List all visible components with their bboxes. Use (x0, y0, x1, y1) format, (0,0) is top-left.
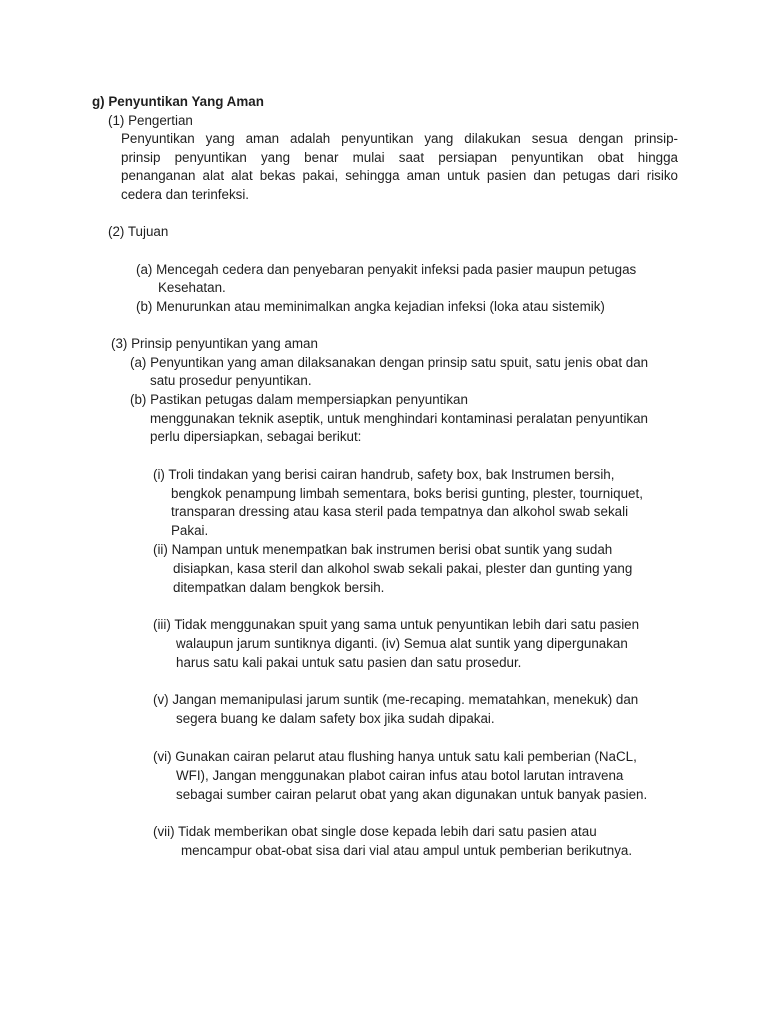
list-item-b: (b) Pastikan petugas dalam mempersiapkan penyuntikan (130, 392, 468, 407)
list-item-a-cont: Kesehatan. (158, 280, 226, 295)
list-item-ii-cont: ditempatkan dalam bengkok bersih. (173, 580, 385, 595)
subsection-label-pengertian: (1) Pengertian (108, 113, 193, 128)
paragraph-line: penanganan alat alat bekas pakai, sehingga aman untuk pasien dan petugas dari risiko (121, 168, 678, 183)
list-item-vii: (vii) Tidak memberikan obat single dose kepada lebih dari satu pasien atau (153, 824, 597, 839)
list-item-i-cont: Pakai. (171, 523, 209, 538)
list-item-iii: (iii) Tidak menggunakan spuit yang sama untuk penyuntikan lebih dari satu pasien (153, 617, 640, 632)
list-item-v-cont: segera buang ke dalam safety box jika sudah dipakai. (176, 711, 495, 726)
list-item-a: (a) Mencegah cedera dan penyebaran penyakit infeksi pada pasier maupun petugas (136, 262, 637, 277)
list-item-a-cont: satu prosedur penyuntikan. (150, 373, 312, 388)
list-item-i: (i) Troli tindakan yang berisi cairan handrub, safety box, bak Instrumen bersih, (153, 467, 615, 482)
list-item-i-cont: bengkok penampung limbah sementara, boks berisi gunting, plester, tourniquet, (171, 486, 643, 501)
subsection-label-tujuan: (2) Tujuan (108, 224, 169, 239)
paragraph-line: cedera dan terinfeksi. (121, 187, 250, 202)
list-item-b-cont: menggunakan teknik aseptik, untuk menghindari kontaminasi peralatan penyuntikan (150, 411, 649, 426)
list-item-ii-cont: disiapkan, kasa steril dan alkohol swab sekali pakai, plester dan gunting yang (173, 561, 633, 576)
list-item-b: (b) Menurunkan atau meminimalkan angka kejadian infeksi (loka atau sistemik) (136, 299, 605, 314)
paragraph-line: Penyuntikan yang aman adalah penyuntikan yang dilakukan sesua dengan prinsip- (121, 131, 678, 146)
subsection-label-prinsip: (3) Prinsip penyuntikan yang aman (111, 336, 318, 351)
list-item-ii: (ii) Nampan untuk menempatkan bak instrumen berisi obat suntik yang sudah (153, 542, 613, 557)
list-item-a: (a) Penyuntikan yang aman dilaksanakan dengan prinsip satu spuit, satu jenis obat dan (130, 355, 649, 370)
list-item-vii-cont: mencampur obat-obat sisa dari vial atau ampul untuk pemberian berikutnya. (181, 843, 633, 858)
list-item-vi-cont: sebagai sumber cairan pelarut obat yang akan digunakan untuk banyak pasien. (176, 787, 648, 802)
section-heading: g) Penyuntikan Yang Aman (92, 94, 264, 109)
list-item-v: (v) Jangan memanipulasi jarum suntik (me-recaping. mematahkan, menekuk) dan (153, 692, 639, 707)
list-item-b-cont: perlu dipersiapkan, sebagai berikut: (150, 429, 362, 444)
list-item-i-cont: transparan dressing atau kasa steril pada tempatnya dan alkohol swab sekali (171, 504, 629, 519)
list-item-vi-cont: WFI), Jangan menggunakan plabot cairan infus atau botol larutan intravena (176, 768, 624, 783)
list-item-iii-cont: harus satu kali pakai untuk satu pasien dan satu prosedur. (176, 655, 522, 670)
list-item-vi: (vi) Gunakan cairan pelarut atau flushing hanya untuk satu kali pemberian (NaCL, (153, 749, 637, 764)
list-item-iii-cont: walaupun jarum suntiknya diganti. (iv) Semua alat suntik yang dipergunakan (176, 636, 628, 651)
paragraph-line: prinsip penyuntikan yang benar mulai saat persiapan penyuntikan obat hingga (121, 150, 678, 165)
